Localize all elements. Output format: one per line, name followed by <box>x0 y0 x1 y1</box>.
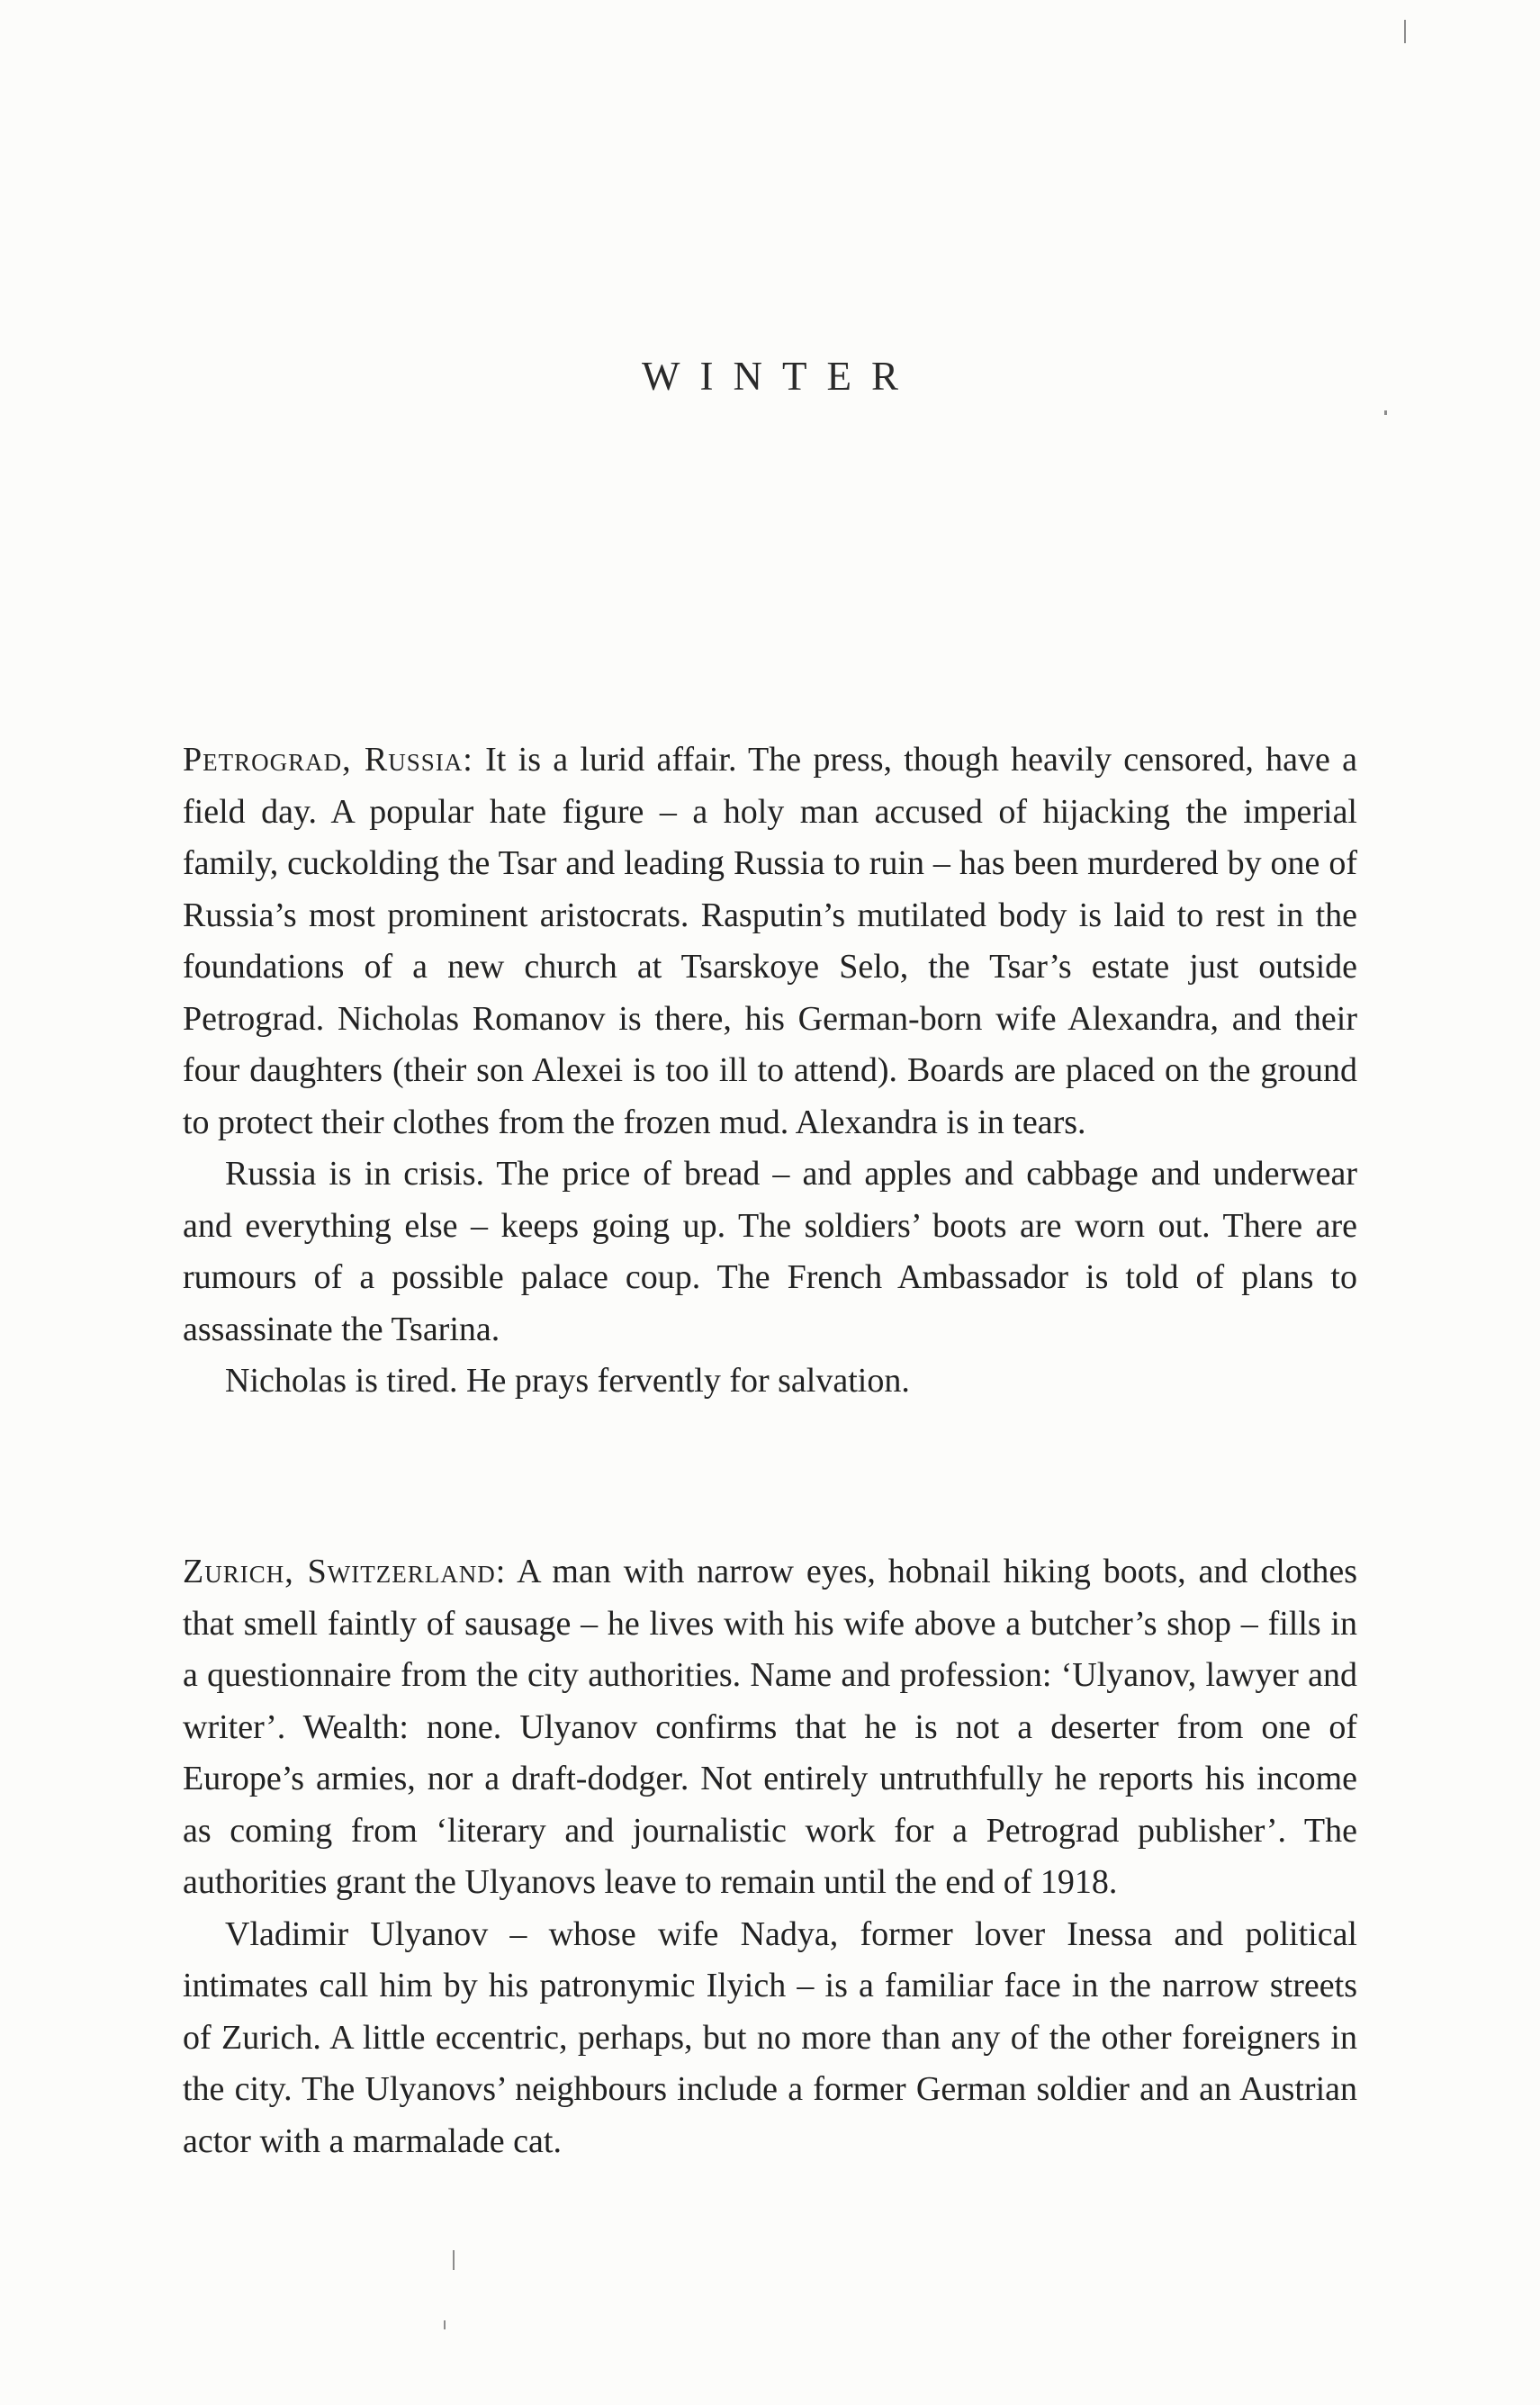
paragraph: Nicholas is tired. He prays fervently for salvation. <box>225 1362 910 1400</box>
section-petrograd <box>183 734 1357 1408</box>
scan-mark <box>1384 410 1387 415</box>
chapter-title: WINTER <box>642 354 918 399</box>
scan-mark <box>453 2250 455 2270</box>
scan-mark <box>444 2320 446 2329</box>
paragraph-text: A man with narrow eyes, hobnail hiking boots, and clothes that smell faintly of sausage – he lives with his wife above a butcher’s shop – fills in a questionnaire from the city authorities. Name and profession: ‘Ulyanov, lawyer and writer’. Wealth: none. Ulyanov confirms that he is not a deserter from one of Europe’s armies, nor a draft-dodger. Not entirely untruthfully he reports his income as coming from ‘literary and journalistic work for a Petrograd publisher’. The authorities grant the Ulyanovs leave to remain until the end of 1918. <box>183 1553 1357 1901</box>
paragraph <box>183 1546 1357 1909</box>
paragraph: Vladimir Ulyanov – whose wife Nadya, former lover Inessa and political intimates call him by his patronymic Ilyich – is a familiar face in the narrow streets of Zurich. A little eccentric, perhaps, but no more than any of the other foreigners in the city. The Ulyanovs’ neighbours include a former German soldier and an Austrian actor with a marmalade cat. <box>183 1914 1357 2160</box>
dateline-place: Zurich, Switzerland: <box>183 1553 507 1590</box>
paragraph-text: It is a lurid affair. The press, though heavily censored, have a field day. A popular hate figure – a holy man accused of hijacking the imperial family, cuckolding the Tsar and leading Russia to ruin – has been murdered by one of Russia’s most prominent aristocrats. Rasputin’s mutilated body is laid to rest in the foundations of a new church at Tsarskoye Selo, the Tsar’s estate just outside Petrograd. Nicholas Romanov is there, his German-born wife Alexandra, and their four daughters (their son Alexei is too ill to attend). Boards are placed on the ground to protect their clothes from the frozen mud. Alexandra is in tears. <box>183 741 1357 1141</box>
paragraph <box>183 734 1357 1148</box>
scan-mark <box>1404 20 1406 43</box>
dateline-place: Petrograd, Russia: <box>183 741 473 779</box>
paragraph: Russia is in crisis. The price of bread – and apples and cabbage and underwear and everything else – keeps going up. The soldiers’ boots are worn out. There are rumours of a possible palace coup. The French Ambassador is told of plans to assassinate the Tsarina. <box>183 1155 1357 1348</box>
section-zurich <box>183 1546 1357 2167</box>
